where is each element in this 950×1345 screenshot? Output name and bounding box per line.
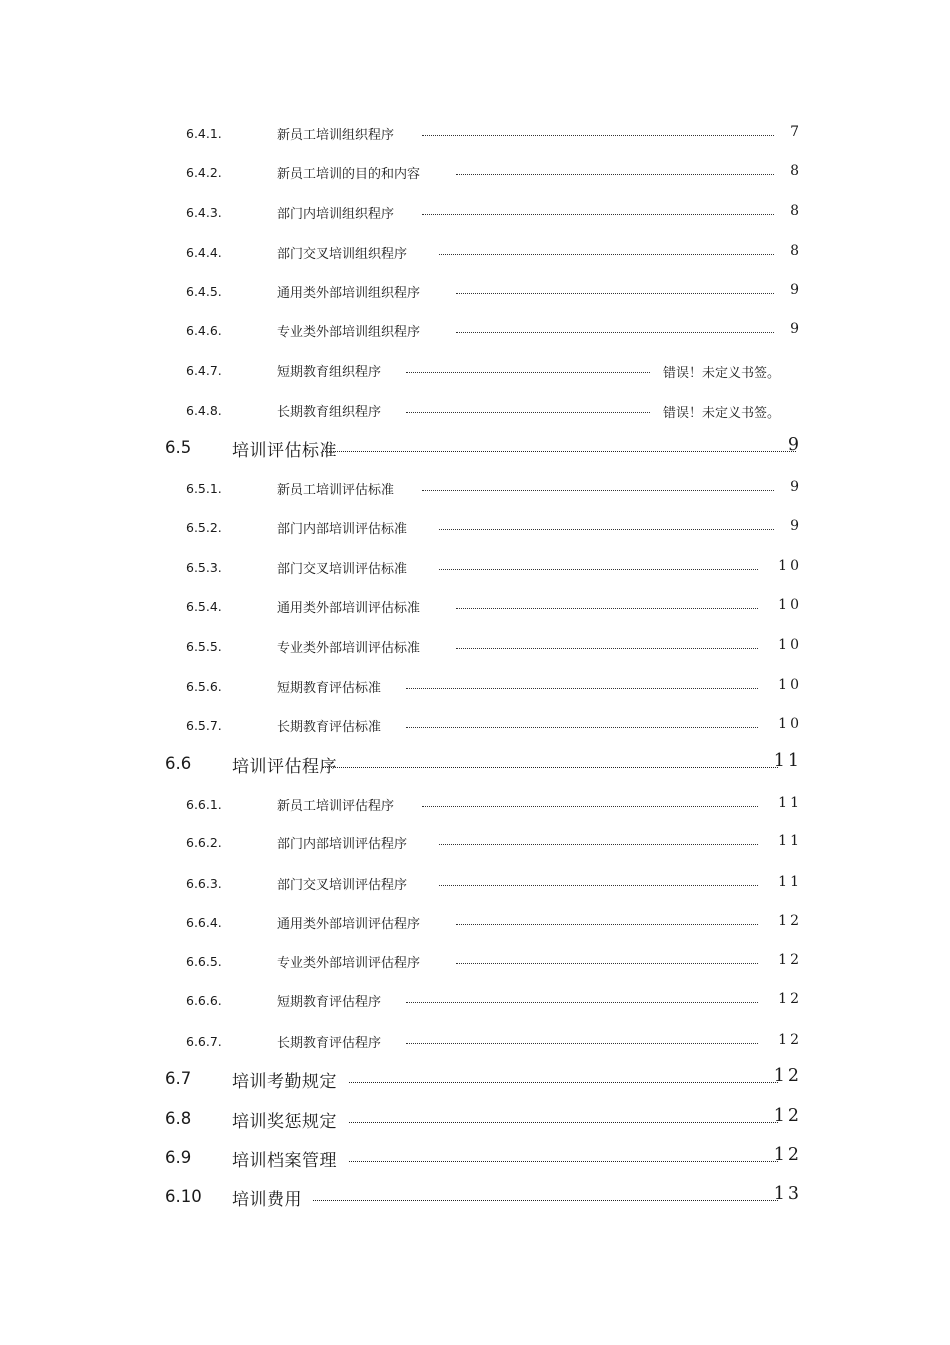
toc-dot-leader [406,727,758,728]
toc-dot-leader [406,372,650,373]
toc-entry-title: 专业类外部培训组织程序 [277,325,421,340]
toc-entry-page: 10 [778,637,802,653]
toc-entry-title: 培训费用 [232,1190,302,1210]
toc-entry-page: 7 [790,124,802,140]
toc-entry[interactable] [0,1143,950,1173]
toc-dot-leader [349,1122,778,1123]
toc-entry[interactable] [0,907,950,937]
toc-entry[interactable] [0,946,950,976]
toc-entry-title: 部门交叉培训组织程序 [277,247,408,262]
toc-entry-page: 错误！未定义书签。 [663,366,781,381]
toc-entry-number: 6.5.5. [186,639,222,654]
toc-dot-leader [456,332,774,333]
toc-entry-number: 6.5.3. [186,560,222,575]
toc-entry-number: 6.5.6. [186,679,222,694]
toc-entry-page: 11 [773,751,802,771]
toc-entry-page: 9 [787,435,802,455]
toc-entry-title: 部门内培训组织程序 [277,207,395,222]
toc-entry-number: 6.4.1. [186,126,222,141]
toc-entry-title: 新员工培训评估程序 [277,799,395,814]
toc-entry-number: 6.10 [165,1187,202,1206]
toc-dot-leader [406,1002,758,1003]
toc-entry[interactable] [0,1182,950,1212]
toc-entry-number: 6.5.1. [186,481,222,496]
toc-dot-leader [456,608,758,609]
toc-dot-leader [456,174,774,175]
toc-dot-leader [439,569,758,570]
toc-entry-page: 10 [778,716,802,732]
toc-entry-page: 9 [790,518,802,534]
toc-entry-number: 6.6.4. [186,915,222,930]
toc-entry-title: 长期教育评估程序 [277,1036,382,1051]
toc-dot-leader [439,529,774,530]
toc-entry-title: 培训奖惩规定 [232,1112,337,1132]
toc-entry-number: 6.8 [165,1109,192,1128]
toc-dot-leader [456,648,758,649]
toc-entry-number: 6.5.7. [186,718,222,733]
toc-entry-page: 11 [778,833,802,849]
toc-dot-leader [456,293,774,294]
toc-dot-leader [439,885,758,886]
toc-entry-page: 11 [778,795,802,811]
toc-entry-number: 6.5.4. [186,599,222,614]
toc-entry-page: 10 [778,558,802,574]
toc-entry[interactable] [0,710,950,740]
toc-dot-leader [422,214,774,215]
toc-entry-title: 长期教育评估标准 [277,720,382,735]
toc-entry-number: 6.4.2. [186,165,222,180]
toc-entry-page: 12 [773,1106,802,1126]
toc-dot-leader [406,1043,758,1044]
toc-entry-title: 长期教育组织程序 [277,405,382,420]
toc-entry-title: 培训评估程序 [232,757,337,777]
toc-entry-page: 12 [778,1032,802,1048]
toc-entry[interactable] [0,512,950,542]
toc-entry-page: 错误！未定义书签。 [663,406,781,421]
toc-entry-title: 培训考勤规定 [232,1072,337,1092]
toc-entry[interactable] [0,473,950,503]
toc-dot-leader [422,490,774,491]
toc-entry[interactable] [0,985,950,1015]
toc-entry-page: 9 [790,282,802,298]
toc-entry-title: 新员工培训评估标准 [277,483,395,498]
toc-entry-number: 6.4.8. [186,403,222,418]
toc-entry-page: 9 [790,321,802,337]
toc-entry-number: 6.6 [165,754,192,773]
toc-entry-number: 6.4.3. [186,205,222,220]
toc-entry-title: 部门交叉培训评估程序 [277,878,408,893]
toc-entry-title: 专业类外部培训评估标准 [277,641,421,656]
toc-dot-leader [313,1200,778,1201]
toc-entry-number: 6.6.6. [186,993,222,1008]
toc-entry[interactable] [0,433,950,463]
toc-entry-number: 6.7 [165,1069,192,1088]
toc-entry-number: 6.5.2. [186,520,222,535]
toc-entry[interactable] [0,1026,950,1056]
toc-entry[interactable] [0,827,950,857]
toc-entry[interactable] [0,395,950,425]
toc-entry-page: 10 [778,597,802,613]
toc-entry[interactable] [0,157,950,187]
toc-entry-number: 6.6.5. [186,954,222,969]
toc-entry-title: 通用类外部培训评估标准 [277,601,421,616]
toc-dot-leader [456,963,758,964]
toc-entry-title: 短期教育评估标准 [277,681,382,696]
toc-entry-page: 8 [790,243,802,259]
toc-dot-leader [406,688,758,689]
toc-entry[interactable] [0,868,950,898]
toc-entry-number: 6.6.1. [186,797,222,812]
toc-entry-page: 9 [790,479,802,495]
toc-entry[interactable] [0,631,950,661]
toc-entry-title: 培训评估标准 [232,441,337,461]
toc-entry-number: 6.4.6. [186,323,222,338]
toc-entry-page: 11 [778,874,802,890]
toc-entry-number: 6.6.2. [186,835,222,850]
toc-entry-title: 部门内部培训评估程序 [277,837,408,852]
toc-entry[interactable] [0,1064,950,1094]
toc-entry-page: 8 [790,203,802,219]
toc-entry-title: 短期教育组织程序 [277,365,382,380]
toc-entry-title: 通用类外部培训组织程序 [277,286,421,301]
toc-entry-number: 6.4.7. [186,363,222,378]
toc-dot-leader [322,451,796,452]
toc-entry[interactable] [0,276,950,306]
toc-dot-leader [406,412,650,413]
toc-entry[interactable] [0,118,950,148]
toc-dot-leader [322,767,778,768]
toc-entry[interactable] [0,671,950,701]
toc-entry-page: 10 [778,677,802,693]
toc-entry-title: 新员工培训的目的和内容 [277,167,421,182]
toc-dot-leader [439,254,774,255]
toc-dot-leader [349,1082,778,1083]
toc-entry[interactable] [0,552,950,582]
toc-entry-title: 新员工培训组织程序 [277,128,395,143]
toc-entry-number: 6.5 [165,438,192,457]
toc-entry-title: 部门内部培训评估标准 [277,522,408,537]
toc-entry-title: 短期教育评估程序 [277,995,382,1010]
toc-dot-leader [349,1161,778,1162]
toc-entry-title: 培训档案管理 [232,1151,337,1171]
toc-dot-leader [439,844,758,845]
toc-entry[interactable] [0,1104,950,1134]
toc-entry-page: 12 [778,913,802,929]
toc-dot-leader [456,924,758,925]
toc-entry-number: 6.6.3. [186,876,222,891]
toc-entry[interactable] [0,197,950,227]
toc-entry-title: 专业类外部培训评估程序 [277,956,421,971]
toc-entry[interactable] [0,355,950,385]
toc-entry[interactable] [0,315,950,345]
toc-entry-number: 6.9 [165,1148,192,1167]
toc-entry-title: 部门交叉培训评估标准 [277,562,408,577]
toc-entry[interactable] [0,789,950,819]
toc-entry-number: 6.6.7. [186,1034,222,1049]
toc-entry-page: 12 [773,1145,802,1165]
toc-entry[interactable] [0,237,950,267]
toc-entry-number: 6.4.5. [186,284,222,299]
toc-entry-title: 通用类外部培训评估程序 [277,917,421,932]
toc-entry-page: 12 [773,1066,802,1086]
toc-entry[interactable] [0,749,950,779]
toc-entry-page: 8 [790,163,802,179]
toc-dot-leader [422,806,758,807]
toc-entry-page: 13 [773,1184,802,1204]
toc-entry-page: 12 [778,991,802,1007]
toc-entry-page: 12 [778,952,802,968]
toc-entry-number: 6.4.4. [186,245,222,260]
toc-dot-leader [422,135,774,136]
toc-entry[interactable] [0,591,950,621]
